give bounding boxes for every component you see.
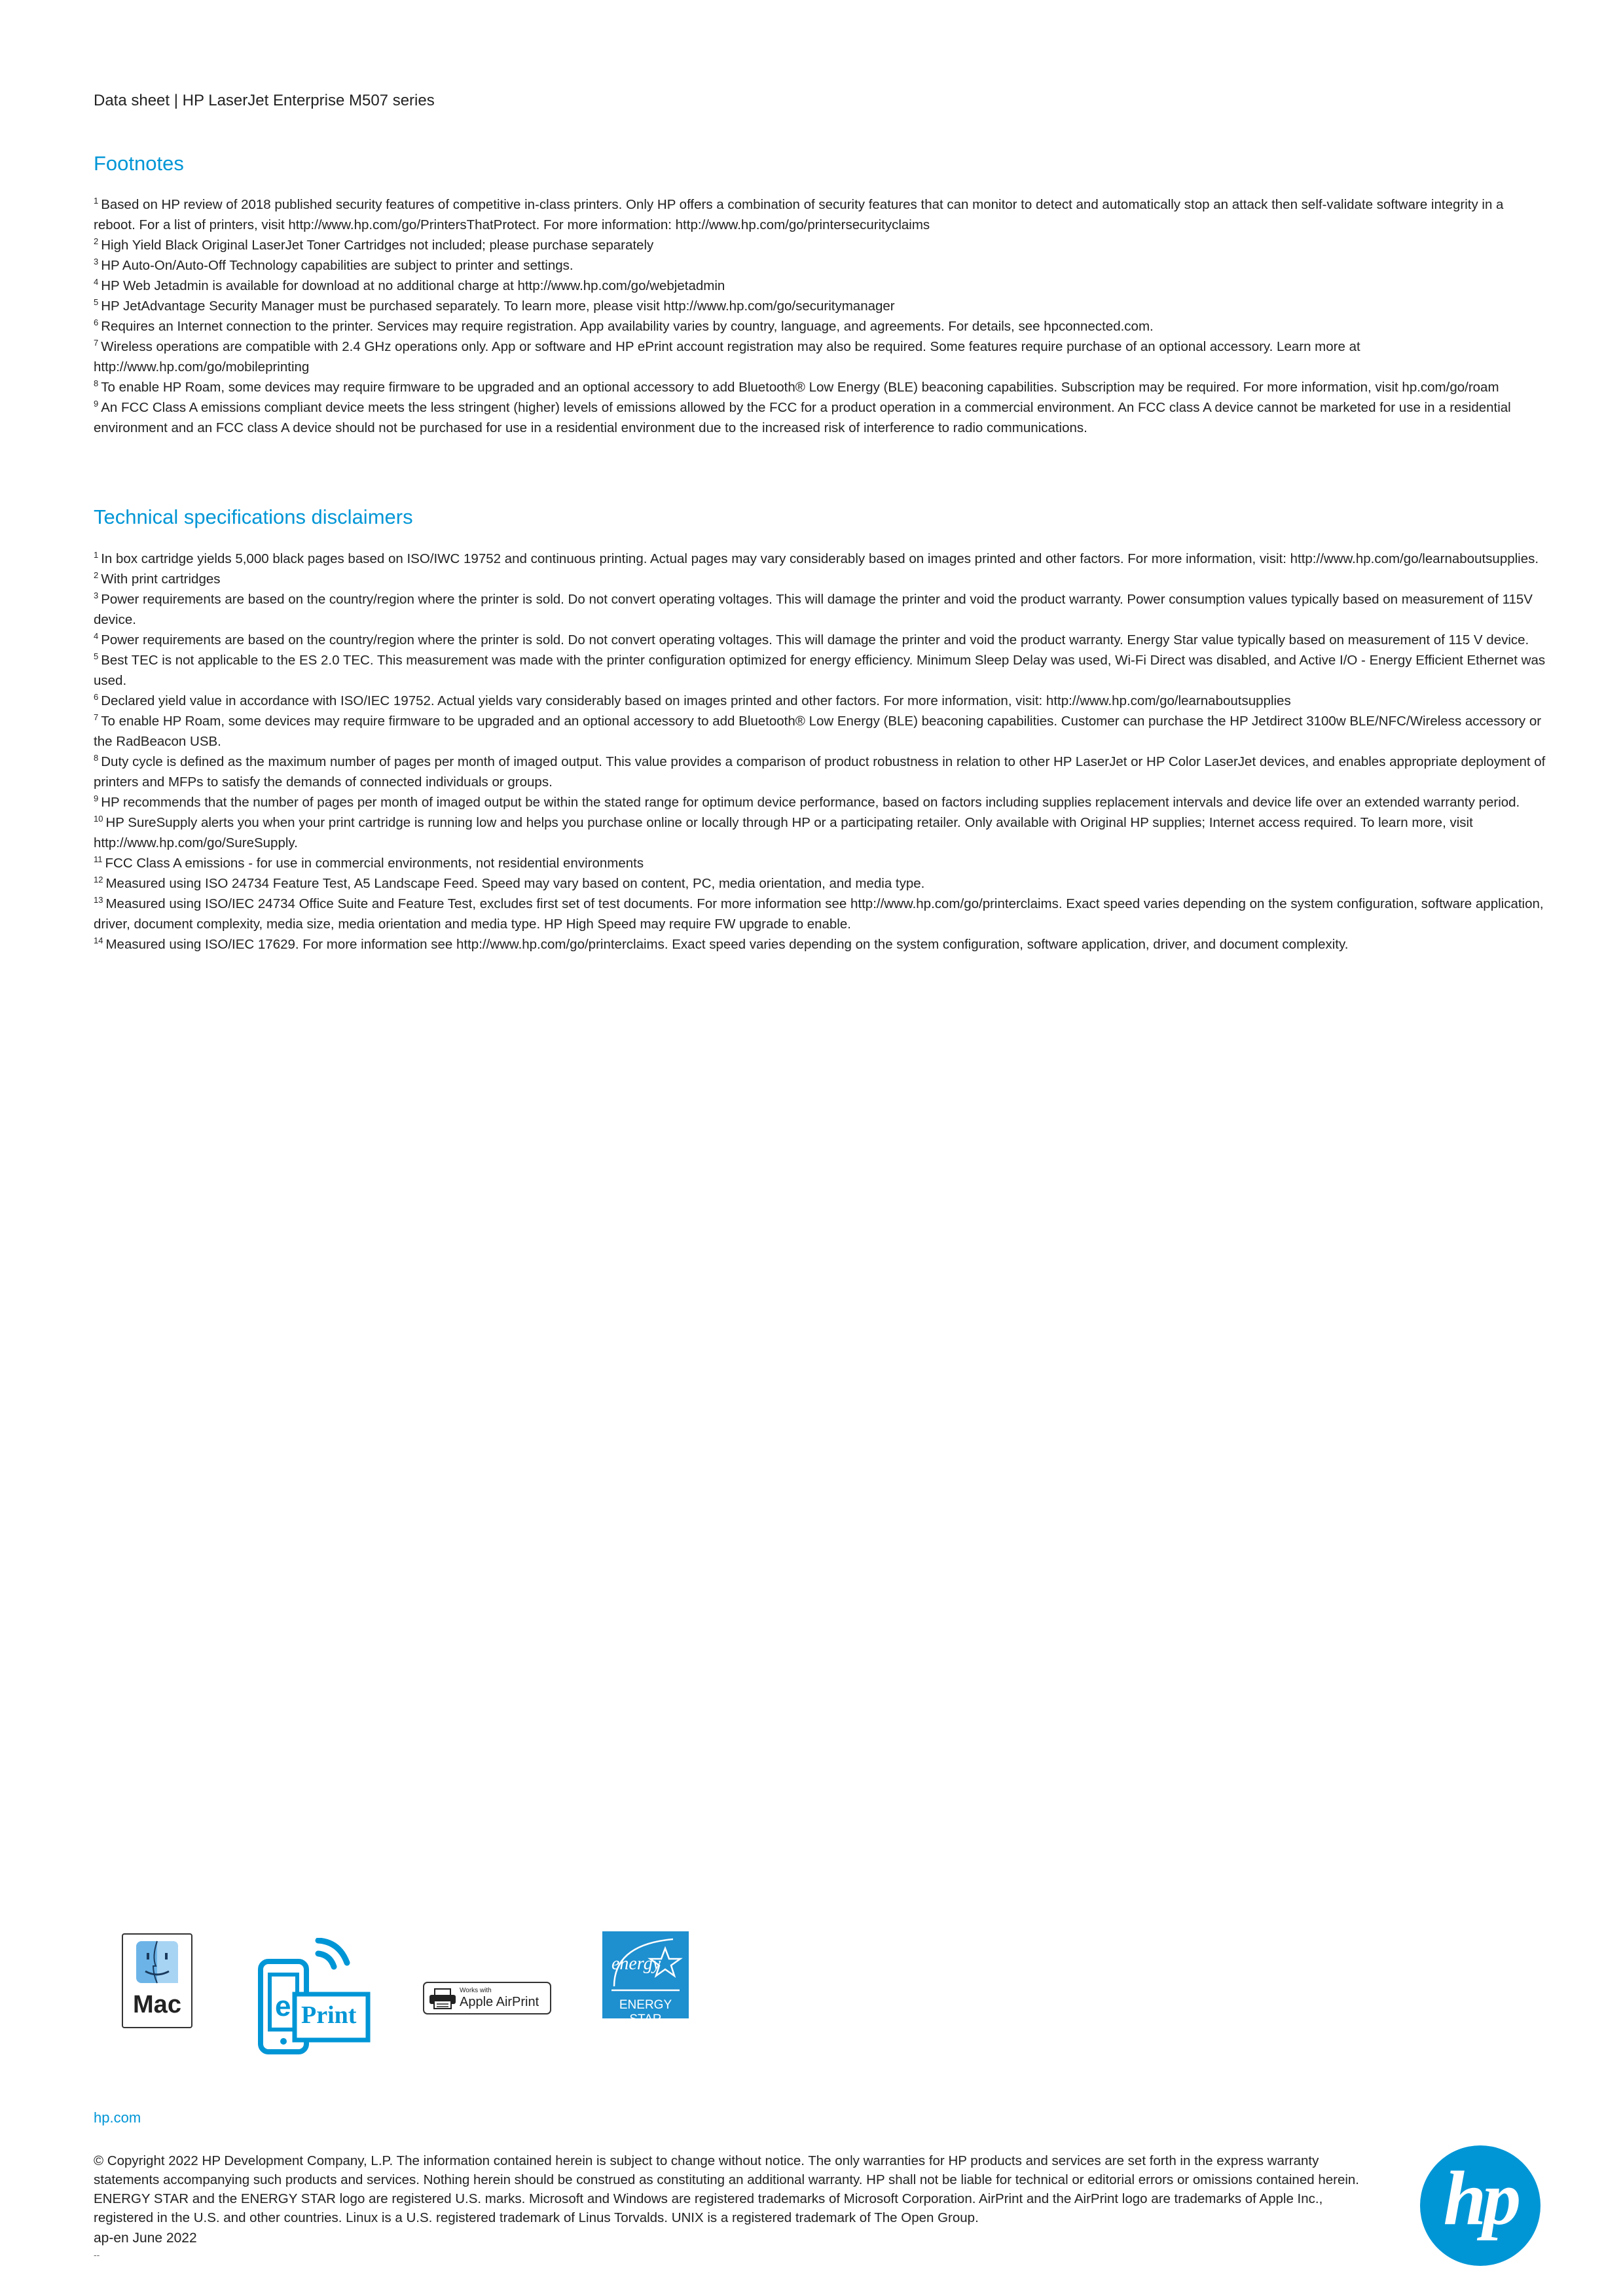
disclaimers-item <box>94 650 1547 691</box>
footnote-text: Wireless operations are compatible with 2.4 GHz operations only. App or software and HP ePrint account registration may also be required. Some features require purchase of an optional accessory. Learn more at http://www.hp.com/go/mobileprinting <box>94 339 1360 374</box>
disclaimers-item <box>94 894 1547 934</box>
hp-logo <box>1419 2145 1541 2267</box>
airprint-logo <box>423 1982 551 2014</box>
footnote-number: 4 <box>94 277 99 287</box>
document-mark: -- <box>94 2250 100 2260</box>
disclaimers-title: Technical specifications disclaimers <box>94 505 413 528</box>
footnote-text: In box cartridge yields 5,000 black pages based on ISO/IWC 19752 and continuous printing. Actual pages may vary considerably based on images printed and other factors. For more information, visit: http://www.hp.com/go/learnaboutsupplies. <box>101 551 1539 566</box>
footnotes-item <box>94 296 1547 316</box>
eprint-label: Print <box>301 2001 357 2029</box>
footnote-number: 5 <box>94 651 99 661</box>
disclaimers-item <box>94 691 1547 711</box>
footnote-number: 1 <box>94 550 99 560</box>
footnotes-item <box>94 316 1547 337</box>
footnote-text: Power requirements are based on the country/region where the printer is sold. Do not convert operating voltages. This will damage the printer and void the product warranty. Energy Star value typically based on measurement of 115 V device. <box>101 632 1529 647</box>
footnote-number: 13 <box>94 895 103 905</box>
footnote-number: 6 <box>94 318 99 327</box>
footnotes-item <box>94 255 1547 276</box>
footnotes-list <box>94 194 1547 438</box>
footnote-text: HP recommends that the number of pages per month of imaged output be within the stated range for optimum device performance, based on factors including supplies replacement intervals and device life over an extended warranty period. <box>101 795 1520 810</box>
eprint-icon <box>255 1938 373 2056</box>
mac-logo <box>122 1933 192 2028</box>
footnote-number: 1 <box>94 196 99 206</box>
disclaimers-item <box>94 812 1547 853</box>
disclaimers-item <box>94 873 1547 894</box>
footnote-number: 10 <box>94 814 103 824</box>
finder-icon <box>123 1937 191 1990</box>
footnotes-item <box>94 194 1547 235</box>
printer-icon <box>428 1988 457 2010</box>
eprint-logo <box>255 1938 373 2056</box>
hp-logo-letters: hp <box>1443 2155 1518 2241</box>
copyright-text: © Copyright 2022 HP Development Company, L.P. The information contained herein is subject to change without notice. The only warranties for HP products and services are set forth in the express warranty statements accompanying such products and services. Nothing herein should be construed as constituting an additional warranty. HP shall not be liable for technical or editorial errors or omissions contained herein. ENERGY STAR and the ENERGY STAR logo are registered U.S. marks. Microsoft and Windows are registered trademarks of Microsoft Corporation. AirPrint and the AirPrint logo are trademarks of Apple Inc., registered in the U.S. and other countries. Linux is a U.S. registered trademark of Linus Torvalds. UNIX is a registered trademark of The Open Group. <box>94 2153 1359 2225</box>
footnote-number: 6 <box>94 692 99 702</box>
footnote-number: 2 <box>94 236 99 246</box>
footnote-number: 7 <box>94 338 99 348</box>
footnotes-item <box>94 337 1547 377</box>
footnote-text: An FCC Class A emissions compliant device meets the less stringent (higher) levels of emissions allowed by the FCC for a product operation in a commercial environment. An FCC class A device cannot be marketed for use in a residential environment and an FCC class A device should not be purchased for use in a residential environment due to the increased risk of interference to radio communications. <box>94 400 1511 435</box>
footnotes-item <box>94 235 1547 255</box>
disclaimers-item <box>94 589 1547 630</box>
footnote-text: HP Web Jetadmin is available for download at no additional charge at http://www.hp.com/go/webjetadmin <box>101 278 725 293</box>
footnote-text: Power requirements are based on the country/region where the printer is sold. Do not convert operating voltages. This will damage the printer and void the product warranty. Power consumption values typically based on measurement of 115V device. <box>94 592 1533 627</box>
footnote-text: Measured using ISO/IEC 24734 Office Suite and Feature Test, excludes first set of test documents. For more information see http://www.hp.com/go/printerclaims. Exact speed varies depending on the system configuration, software application, driver, document complexity, media size, media orientation and media type. HP High Speed may require FW upgrade to enable. <box>94 896 1544 932</box>
footnote-number: 3 <box>94 257 99 266</box>
footnote-number: 4 <box>94 631 99 641</box>
footnotes-title: Footnotes <box>94 152 184 175</box>
footnote-number: 8 <box>94 378 99 388</box>
footnote-text: FCC Class A emissions - for use in commercial environments, not residential environments <box>105 856 644 871</box>
disclaimers-item <box>94 630 1547 650</box>
disclaimers-item <box>94 853 1547 873</box>
footnote-number: 9 <box>94 793 99 803</box>
energy-star-label: ENERGY STAR <box>619 1998 672 2026</box>
footnote-text: Best TEC is not applicable to the ES 2.0 TEC. This measurement was made with the printer configuration optimized for energy efficiency. Minimum Sleep Delay was used, Wi-Fi Direct was disabled, and Active I/O - Energy Efficient Ethernet was used. <box>94 653 1546 688</box>
footnote-text: Declared yield value in accordance with ISO/IEC 19752. Actual yields vary considerably based on images printed and other factors. For more information, visit: http://www.hp.com/go/learnaboutsupplies <box>101 693 1291 708</box>
mac-label: Mac <box>133 1991 181 2018</box>
disclaimers-item <box>94 934 1547 955</box>
footnote-text: HP SureSupply alerts you when your print cartridge is running low and helps you purchase online or locally through HP or a participating retailer. Only available with Original HP supplies; Internet access required. To learn more, visit http://www.hp.com/go/SureSupply. <box>94 815 1473 850</box>
airprint-label: Apple AirPrint <box>460 1995 539 2009</box>
disclaimers-item <box>94 711 1547 752</box>
disclaimers-item <box>94 569 1547 589</box>
footnotes-item <box>94 276 1547 296</box>
footnote-number: 9 <box>94 399 99 409</box>
disclaimers-item <box>94 792 1547 812</box>
document-id: ap-en June 2022 <box>94 2231 197 2246</box>
hp-link[interactable]: hp.com <box>94 2109 141 2126</box>
footnote-text: To enable HP Roam, some devices may require firmware to be upgraded and an optional accessory to add Bluetooth® Low Energy (BLE) beaconing capabilities. Customer can purchase the HP Jetdirect 3100w BLE/NFC/Wireless accessory or the RadBeacon USB. <box>94 714 1542 749</box>
footnote-number: 8 <box>94 753 99 763</box>
energy-star-logo <box>602 1931 689 2026</box>
footnote-text: High Yield Black Original LaserJet Toner Cartridges not included; please purchase separately <box>101 238 654 253</box>
airprint-works-with: Works with <box>460 1987 492 1994</box>
footnote-text: Requires an Internet connection to the printer. Services may require registration. App availability varies by country, language, and agreements. For details, see hpconnected.com. <box>101 319 1154 334</box>
disclaimers-list <box>94 549 1547 955</box>
footnote-text: Based on HP review of 2018 published security features of competitive in-class printers. Only HP offers a combination of security features that can monitor to detect and automatically stop an attack then self-validate software integrity in a reboot. For a list of printers, visit http://www.hp.com/go/PrintersThatProtect. For more information: http://www.hp.com/go/printersecurityclaims <box>94 197 1504 232</box>
footnote-text: To enable HP Roam, some devices may require firmware to be upgraded and an optional accessory to add Bluetooth® Low Energy (BLE) beaconing capabilities. Subscription may be required. For more information, visit hp.com/go/roam <box>101 380 1499 395</box>
footnote-number: 12 <box>94 875 103 884</box>
footnote-number: 14 <box>94 936 103 945</box>
footnote-number: 11 <box>94 854 103 864</box>
footnote-number: 3 <box>94 591 99 600</box>
footnote-text: HP Auto-On/Auto-Off Technology capabilities are subject to printer and settings. <box>101 258 574 273</box>
energy-script: energy <box>611 1954 661 1974</box>
disclaimers-item <box>94 752 1547 792</box>
footnote-text: Duty cycle is defined as the maximum number of pages per month of imaged output. This value provides a comparison of product robustness in relation to other HP LaserJet or HP Color LaserJet devices, and enables appropriate deployment of printers and MFPs to satisfy the demands of connected individuals or groups. <box>94 754 1546 790</box>
footnote-number: 5 <box>94 297 99 307</box>
footnote-text: With print cartridges <box>101 572 221 587</box>
footnote-text: HP JetAdvantage Security Manager must be purchased separately. To learn more, please visit http://www.hp.com/go/securitymanager <box>101 299 895 314</box>
footnote-number: 7 <box>94 712 99 722</box>
disclaimers-item <box>94 549 1547 569</box>
footnotes-item <box>94 377 1547 397</box>
footnote-text: Measured using ISO/IEC 17629. For more information see http://www.hp.com/go/printerclaims. Exact speed varies depending on the system configuration, software application, driver, and document complexity. <box>105 937 1349 952</box>
footnotes-item <box>94 397 1547 438</box>
footnote-text: Measured using ISO 24734 Feature Test, A5 Landscape Feed. Speed may vary based on content, PC, media orientation, and media type. <box>105 876 925 891</box>
footnote-number: 2 <box>94 570 99 580</box>
eprint-e: e <box>275 1990 291 2022</box>
page-header: Data sheet | HP LaserJet Enterprise M507 series <box>94 92 435 109</box>
